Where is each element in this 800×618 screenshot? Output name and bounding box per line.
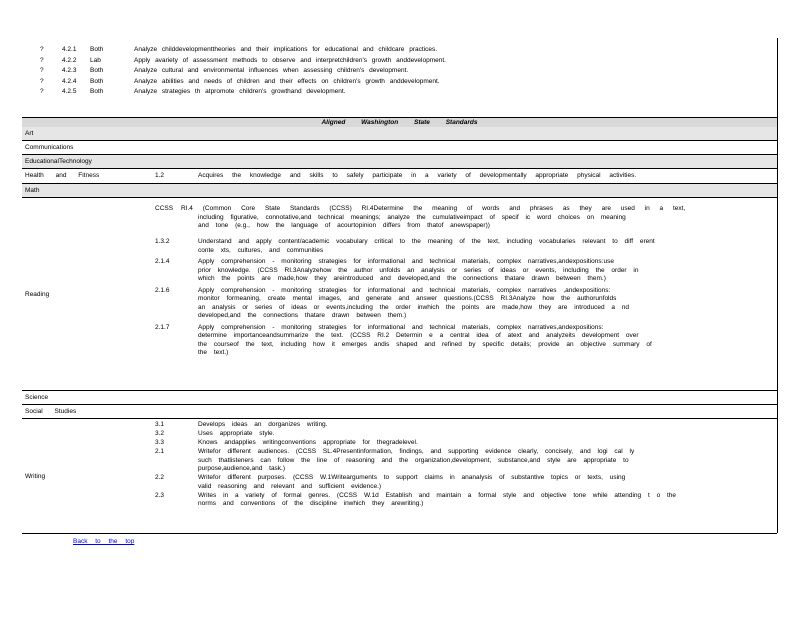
standard-text-line: such thatlisteners can follow the line of reasoning and the organization,development, substance,and style are appropriate to bbox=[198, 456, 629, 464]
task-mode: Both bbox=[90, 67, 104, 74]
standard-text-line: conte xts, cultures, and communities bbox=[198, 246, 324, 254]
task-description: Analyze childdevelopmenttheories and their implications for educational and childcare practices. bbox=[134, 46, 438, 53]
task-bullet: ? bbox=[40, 56, 44, 64]
task-row bbox=[40, 87, 770, 98]
standard-text-line: prior knowledge. (CCSS RI.3Analyzehow the author unfolds an analysis or series of ideas or events, including the order in bbox=[198, 266, 639, 274]
subject-math: Math bbox=[25, 187, 40, 194]
task-row bbox=[40, 77, 770, 88]
health-code: 1.2 bbox=[155, 172, 165, 179]
subject-art: Art bbox=[25, 130, 34, 137]
standard-code: 2.1.6 bbox=[155, 286, 170, 294]
task-row bbox=[40, 66, 770, 77]
standard-text-line: Apply comprehension - monitoring strategies for informational and technical materials, complex narratives ,andexpositions: bbox=[198, 286, 611, 294]
standard-text-line: Uses appropriate style. bbox=[198, 430, 275, 437]
row-communications bbox=[22, 141, 777, 155]
task-bullet: ? bbox=[40, 88, 44, 95]
standard-text-line: RI.4 (Common Core State Standards (CCSS) RI.4Determine the meaning of words and phrases as they are used in a text, bbox=[181, 205, 686, 212]
subject-communications: Communications bbox=[25, 144, 74, 151]
standard-code: 3.2 bbox=[155, 430, 165, 437]
subject-reading: Reading bbox=[25, 291, 50, 298]
task-description: Analyze cultural and environmental influences when assessing children's development. bbox=[134, 67, 409, 74]
table-right-border bbox=[777, 38, 778, 533]
standard-code: 2.2 bbox=[155, 474, 165, 481]
row-math bbox=[22, 184, 777, 198]
back-to-top-link[interactable]: Back to the top bbox=[73, 538, 135, 545]
standard-text-line: developed,and the connections thatare drawn between them.) bbox=[198, 312, 407, 319]
standard-text-line: Writefor different purposes. (CCSS W.1Writearguments to support claims in ananalysis of substantive topics or texts, using bbox=[198, 474, 626, 481]
standard-code: CCSS bbox=[155, 205, 174, 212]
standard-text-line: which the points are made,how they areintroduced and developed,and the connections thatare drawn between them.) bbox=[198, 275, 606, 282]
standard-text-line: Knows andapplies writingconventions appropriate for thegradelevel. bbox=[198, 439, 418, 446]
standard-text-line: the text.) bbox=[198, 349, 229, 356]
task-number: 4.2.2 bbox=[62, 56, 77, 64]
standard-text-line: Writes in a variety of formal genres. (CCSS W.1d Establish and maintain a formal style and objective tone while attending t o the bbox=[198, 491, 677, 499]
standard-text-line: including figurative, connotative,and technical meanings; analyze the cumulativeimpact of specif ic word choices on meaning bbox=[198, 213, 626, 221]
task-bullet: ? bbox=[40, 77, 44, 85]
standard-text-line: Apply comprehension - monitoring strategies for informational and technical materials, complex narratives,andexpositions:use bbox=[198, 258, 614, 265]
standard-text-line: the courseof the text, including how it emerges andis shaped and refined by specific details; provide an objective summary of bbox=[198, 340, 652, 348]
task-row bbox=[40, 56, 770, 67]
task-mode: Both bbox=[90, 88, 104, 95]
subject-health: Health and Fitness bbox=[25, 172, 100, 179]
task-bullet: ? bbox=[40, 46, 44, 53]
subject-science: Science bbox=[25, 394, 49, 401]
standard-text-line: determine importanceandsummarize the text. (CCSS RI.2 Determin e a central idea of atext and analyzeits development over bbox=[198, 332, 639, 339]
task-description: Apply avariety of assessment methods to observe and interpretchildren's growth anddevelopment. bbox=[134, 56, 446, 64]
row-art bbox=[22, 127, 777, 141]
standard-text-line: Writefor different audiences. (CCSS SL.4Presentinformation, findings, and supporting evidence clearly, concisely, and logi cal ly bbox=[198, 448, 635, 455]
task-mode: Both bbox=[90, 46, 104, 53]
row-science bbox=[22, 391, 777, 405]
standard-code: 2.1.4 bbox=[155, 258, 170, 265]
standard-text-line: purpose,audience,and task.) bbox=[198, 465, 286, 472]
subject-edtech: EducationalTechnology bbox=[25, 158, 92, 165]
standard-text-line: and tone (e.g., how the language of acourtopinion differs from thatof anewspaper)) bbox=[198, 222, 490, 229]
standard-text-line: Apply comprehension - monitoring strategies for informational and technical materials, complex narratives,andexpositions: bbox=[198, 323, 604, 331]
row-edtech bbox=[22, 155, 777, 169]
task-number: 4.2.3 bbox=[62, 67, 77, 74]
standard-text-line: norms and conventions of the discipline inwhich they arewriting.) bbox=[198, 500, 424, 507]
health-text: Acquires the knowledge and skills to safely participate in a variety of developmentally appropriate physical activities. bbox=[198, 172, 637, 179]
task-number: 4.2.1 bbox=[62, 46, 77, 53]
standard-code: 2.3 bbox=[155, 491, 165, 499]
task-mode: Lab bbox=[90, 56, 101, 64]
standard-code: 1.3.2 bbox=[155, 238, 170, 245]
task-number: 4.2.4 bbox=[62, 77, 77, 85]
standard-code: 2.1.7 bbox=[155, 323, 170, 331]
standards-title: Aligned Washington State Standards bbox=[22, 117, 777, 128]
standard-code: 3.3 bbox=[155, 439, 165, 446]
subject-writing: Writing bbox=[25, 473, 46, 480]
standard-text-line: Develops ideas an dorganizes writing. bbox=[198, 421, 328, 428]
row-health bbox=[22, 169, 777, 184]
standard-text-line: an analysis or series of ideas or events,including the order inwhich the points are made,how they are introduced a nd bbox=[198, 303, 630, 311]
standard-text-line: monitor formeaning, create mental images, and generate and answer questions.(CCSS RI.3Analyze how the authorunfolds bbox=[198, 295, 617, 302]
standard-code: 2.1 bbox=[155, 448, 165, 455]
task-number: 4.2.5 bbox=[62, 88, 77, 95]
standard-code: 3.1 bbox=[155, 421, 165, 428]
standard-text-line: valid reasoning and relevant and sufficient evidence.) bbox=[198, 482, 382, 490]
row-social-studies bbox=[22, 405, 777, 419]
task-bullet: ? bbox=[40, 67, 44, 74]
task-description: Analyze strategies th atpromote children's growthand development. bbox=[134, 88, 346, 95]
task-description: Analyze abilities and needs of children and their effects on children's growth anddevelopment. bbox=[134, 77, 440, 85]
standard-text-line: Understand and apply content/academic vocabulary critical to the meaning of the text, including vocabularies relevant to diff erent bbox=[198, 238, 655, 245]
subject-social-studies: Social Studies bbox=[25, 408, 77, 415]
task-list bbox=[40, 45, 770, 98]
task-mode: Both bbox=[90, 77, 104, 85]
task-row bbox=[40, 45, 770, 56]
